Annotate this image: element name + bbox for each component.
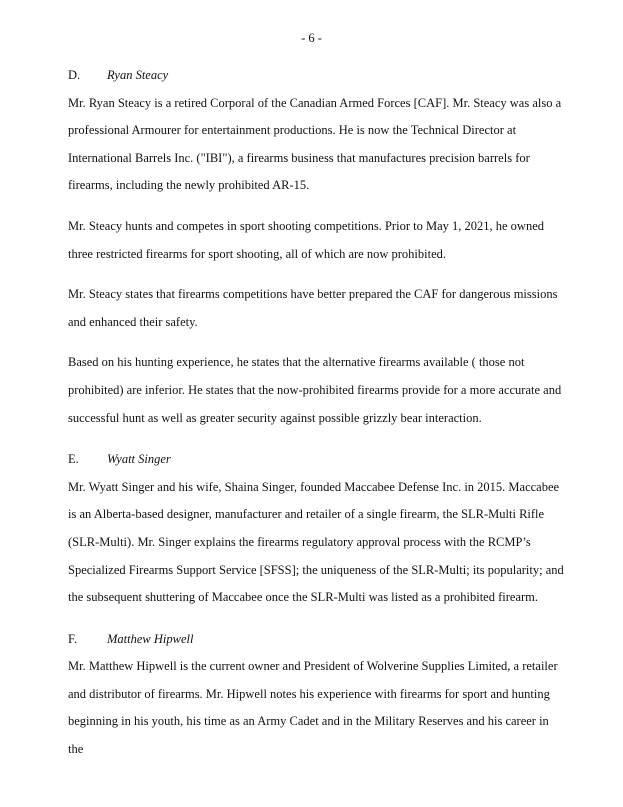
- section-heading: [68, 626, 565, 654]
- section-wyatt-singer: [68, 446, 565, 612]
- section-title: Ryan Steacy: [107, 68, 169, 82]
- paragraph: Mr. Steacy hunts and competes in sport shooting competitions. Prior to May 1, 2021, he owned three restricted firearms for sport shooting, all of which are now prohibited.: [68, 218, 544, 261]
- page-number: - 6 -: [301, 31, 322, 45]
- section-ryan-steacy: [68, 62, 565, 432]
- paragraph: Mr. Ryan Steacy is a retired Corporal of the Canadian Armed Forces [CAF]. Mr. Steacy was also a professional Armourer for entertainment productions. He is now the Technical Director at International Barrels Inc. ("IBI"), a firearms business that manufactures precision barrels for firearms, including the newly prohibited AR-15.: [68, 95, 562, 193]
- section-heading: [68, 446, 565, 474]
- section-heading: [68, 62, 565, 90]
- section-label: D.: [68, 68, 81, 82]
- paragraph: Mr. Matthew Hipwell is the current owner and President of Wolverine Supplies Limited, a retailer and distributor of firearms. Mr. Hipwell notes his experience with firearms for sport and hunting beginning in his youth, his time as an Army Cadet and in the Military Reserves and his career in the: [68, 659, 558, 757]
- paragraph: Mr. Steacy states that firearms competitions have better prepared the CAF for dangerous missions and enhanced their safety.: [68, 287, 558, 329]
- section-label: F.: [68, 631, 78, 646]
- section-label: E.: [68, 452, 79, 467]
- section-title: Wyatt Singer: [107, 452, 171, 467]
- paragraph: Mr. Wyatt Singer and his wife, Shaina Singer, founded Maccabee Defense Inc. in 2015. Maccabee is an Alberta-based designer, manufacturer and retailer of a single firearm, the SLR-Multi Rifle (SLR-Multi). Mr. Singer explains the firearms regulatory approval process with the RCMP’s Specialized Firearms Support Service [SFSS]; the uniqueness of the SLR-Multi; its popularity; and the subsequent shuttering of Maccabee once the SLR-Multi was listed as a prohibited firearm.: [68, 479, 564, 605]
- section-matthew-hipwell: [68, 626, 565, 764]
- section-title: Matthew Hipwell: [107, 631, 194, 646]
- paragraph: Based on his hunting experience, he states that the alternative firearms available ( those not prohibited) are inferior. He states that the now-prohibited firearms provide for a more accurate and successful hunt as well as greater security against possible grizzly bear interaction.: [68, 355, 562, 425]
- document-content: [68, 62, 565, 764]
